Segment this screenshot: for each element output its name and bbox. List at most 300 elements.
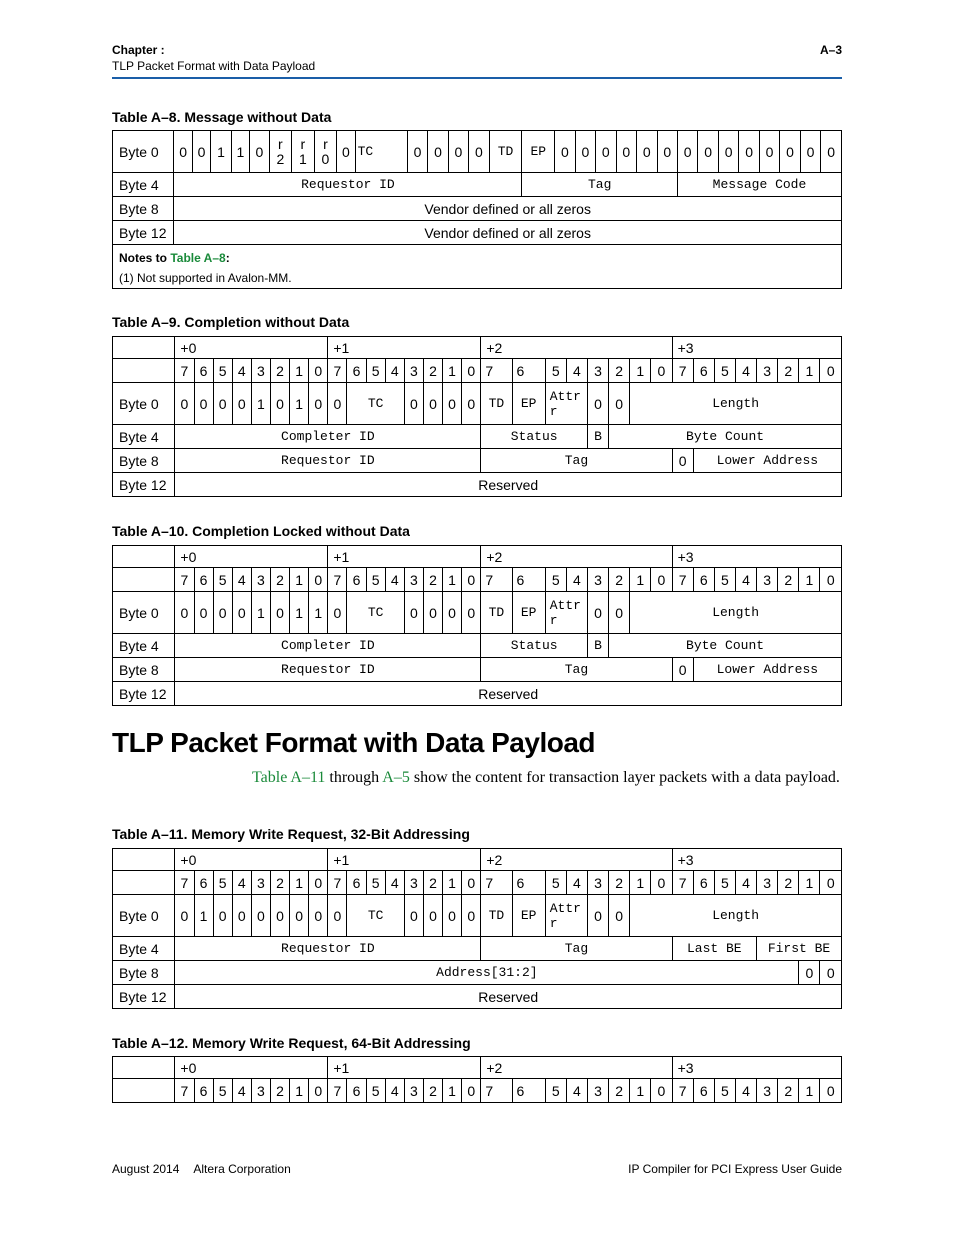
reserved-field: Reserved (175, 985, 842, 1009)
corner-cell (113, 1079, 175, 1103)
row-label: Byte 4 (113, 425, 175, 449)
bit-number: 7 (175, 568, 194, 592)
b-field: B (587, 425, 608, 449)
bit-cell: 0 (270, 895, 289, 937)
tag-field: Tag (522, 173, 678, 197)
bit-number: 4 (566, 568, 587, 592)
bit-cell: 0 (448, 131, 468, 173)
bit-number: 0 (651, 568, 672, 592)
bit-number-row (113, 359, 842, 383)
table-row (113, 131, 842, 173)
offset-header: +0 (175, 337, 328, 359)
bit-number: 6 (347, 568, 366, 592)
bit-number: 4 (385, 1079, 404, 1103)
bit-number: 7 (672, 871, 693, 895)
bit-cell: 0 (213, 895, 232, 937)
bit-number: 5 (545, 568, 566, 592)
table-a12-caption: Table A–12. Memory Write Request, 64-Bit Addressing (112, 1035, 471, 1051)
tc-field: TC (347, 383, 404, 425)
bit-cell: 0 (672, 658, 693, 682)
bit-cell: 0 (174, 131, 192, 173)
table-a8 (112, 130, 842, 289)
bit-number: 3 (251, 568, 270, 592)
table-row (113, 985, 842, 1009)
bit-number: 2 (270, 871, 289, 895)
corner-cell (113, 1057, 175, 1079)
bit-number: 4 (735, 1079, 756, 1103)
bit-cell: 0 (555, 131, 575, 173)
bit-number: 1 (443, 568, 462, 592)
bit-number: 7 (672, 568, 693, 592)
bit-number: 3 (404, 359, 423, 383)
bit-cell: 0 (232, 895, 251, 937)
bit-number: 4 (232, 871, 251, 895)
attr-field: Attr r (545, 592, 587, 634)
bit-number: 4 (385, 871, 404, 895)
bit-cell: 0 (213, 383, 232, 425)
bit-cell: 0 (192, 131, 210, 173)
message-code-field: Message Code (677, 173, 841, 197)
offset-header: +1 (328, 1057, 481, 1079)
bit-number: 6 (194, 359, 213, 383)
bit-number: 2 (270, 1079, 289, 1103)
tc-field: TC (347, 592, 404, 634)
bit-number: 1 (630, 568, 651, 592)
bit-cell: 0 (290, 895, 309, 937)
table-row (113, 425, 842, 449)
bit-cell: 0 (596, 131, 616, 173)
bit-cell: 0 (404, 895, 423, 937)
b-field: B (587, 634, 608, 658)
bit-number: 3 (587, 359, 608, 383)
row-label: Byte 12 (113, 473, 175, 497)
completer-id-field: Completer ID (175, 634, 481, 658)
bit-cell: 0 (718, 131, 738, 173)
bit-number: 5 (714, 568, 735, 592)
bit-cell: 1 (290, 383, 309, 425)
offset-header: +2 (481, 546, 672, 568)
bit-number: 1 (443, 359, 462, 383)
bit-number: 4 (385, 359, 404, 383)
bit-number: 0 (309, 871, 328, 895)
bit-cell: 0 (587, 895, 608, 937)
requestor-id-field: Requestor ID (175, 658, 481, 682)
table-row (113, 937, 842, 961)
corner-cell (113, 568, 175, 592)
bit-number: 7 (481, 359, 512, 383)
offset-header: +2 (481, 1057, 672, 1079)
table-row (113, 592, 842, 634)
r-bit-cell: r 2 (269, 131, 292, 173)
offset-header: +0 (175, 1057, 328, 1079)
length-field: Length (630, 383, 842, 425)
bit-number: 1 (290, 871, 309, 895)
section-title: TLP Packet Format with Data Payload (112, 727, 596, 758)
bit-number: 3 (757, 871, 778, 895)
bit-cell: 0 (407, 131, 427, 173)
table-a10-caption: Table A–10. Completion Locked without Data (112, 523, 410, 539)
bit-cell: 0 (194, 383, 213, 425)
bit-number: 5 (545, 871, 566, 895)
bit-cell: 0 (609, 383, 630, 425)
bit-number: 3 (251, 871, 270, 895)
bit-number: 1 (799, 568, 820, 592)
bit-number: 2 (423, 871, 442, 895)
requestor-id-field: Requestor ID (175, 449, 481, 473)
ep-field: EP (512, 592, 545, 634)
bit-number: 6 (693, 359, 714, 383)
bit-cell: 0 (232, 592, 251, 634)
table-a9-caption: Table A–9. Completion without Data (112, 314, 350, 330)
bit-number: 1 (630, 359, 651, 383)
bit-cell: 0 (175, 895, 194, 937)
table-row (113, 197, 842, 221)
offset-header: +1 (328, 849, 481, 871)
row-label: Byte 0 (113, 895, 175, 937)
td-field: TD (481, 895, 512, 937)
bit-cell: 0 (469, 131, 489, 173)
bit-number: 6 (693, 568, 714, 592)
header-chapter: Chapter : (112, 43, 165, 57)
first-be-field: First BE (757, 937, 842, 961)
bit-number: 0 (309, 359, 328, 383)
bit-number: 4 (385, 568, 404, 592)
table-a9 (112, 336, 842, 497)
bit-cell: 0 (759, 131, 779, 173)
bit-cell: 0 (820, 961, 842, 985)
bit-number: 6 (512, 871, 545, 895)
table-row (113, 895, 842, 937)
bit-number: 5 (714, 359, 735, 383)
bit-number: 0 (820, 359, 842, 383)
bit-number: 5 (714, 871, 735, 895)
row-label: Byte 12 (113, 682, 175, 706)
bit-number: 7 (328, 871, 347, 895)
bit-number: 7 (672, 1079, 693, 1103)
lower-address-field: Lower Address (693, 658, 841, 682)
corner-cell (113, 546, 175, 568)
bit-cell: 0 (328, 895, 347, 937)
bit-number-row (113, 1079, 842, 1103)
table-a11-link[interactable]: Table A–11 (252, 769, 326, 786)
bit-cell: 0 (462, 895, 481, 937)
ep-field: EP (522, 131, 555, 173)
bit-cell: 0 (309, 383, 328, 425)
td-field: TD (489, 131, 522, 173)
r-bit-cell: r 0 (314, 131, 337, 173)
bit-number: 0 (462, 871, 481, 895)
bit-cell: 1 (251, 592, 270, 634)
bit-number: 0 (462, 1079, 481, 1103)
offset-header: +3 (672, 337, 841, 359)
notes-heading: Notes to Table A–8: (119, 251, 230, 265)
bit-cell: 0 (587, 592, 608, 634)
table-a11 (112, 848, 842, 1009)
bit-number: 1 (630, 871, 651, 895)
td-field: TD (481, 592, 512, 634)
status-field: Status (481, 425, 588, 449)
ep-field: EP (512, 895, 545, 937)
vendor-field: Vendor defined or all zeros (174, 197, 842, 221)
bit-cell: 0 (270, 592, 289, 634)
bit-cell: 0 (657, 131, 677, 173)
bit-cell: 0 (309, 895, 328, 937)
vendor-field: Vendor defined or all zeros (174, 221, 842, 245)
bit-number: 7 (175, 1079, 194, 1103)
bit-number: 4 (232, 568, 251, 592)
bit-number: 4 (735, 568, 756, 592)
bit-number: 4 (566, 359, 587, 383)
bit-number-row (113, 871, 842, 895)
table-row (113, 173, 842, 197)
bit-cell: 0 (251, 895, 270, 937)
byte-count-field: Byte Count (609, 425, 842, 449)
tag-field: Tag (481, 658, 672, 682)
bit-number: 3 (757, 1079, 778, 1103)
row-label: Byte 8 (113, 197, 174, 221)
last-be-field: Last BE (672, 937, 757, 961)
bit-number: 2 (423, 568, 442, 592)
corner-cell (113, 359, 175, 383)
header-rule (112, 77, 842, 79)
bit-cell: 0 (780, 131, 800, 173)
table-row (113, 961, 842, 985)
bit-cell: 0 (609, 592, 630, 634)
bit-cell: 0 (575, 131, 595, 173)
bit-cell: 0 (423, 895, 442, 937)
bit-cell: 0 (443, 895, 462, 937)
bit-cell: 0 (404, 592, 423, 634)
bit-number: 6 (512, 568, 545, 592)
bit-cell: 0 (175, 592, 194, 634)
bit-number: 3 (404, 1079, 423, 1103)
bit-number: 2 (778, 359, 799, 383)
bit-cell: 0 (672, 449, 693, 473)
offset-header: +3 (672, 849, 841, 871)
bit-number: 1 (443, 1079, 462, 1103)
bit-cell: 0 (250, 131, 269, 173)
bit-cell: 0 (404, 383, 423, 425)
bit-cell: 0 (698, 131, 718, 173)
offset-header: +0 (175, 849, 328, 871)
bit-cell: 0 (428, 131, 448, 173)
bit-cell: 0 (443, 592, 462, 634)
lower-address-field: Lower Address (693, 449, 841, 473)
bit-number: 7 (481, 871, 512, 895)
bit-cell: 0 (194, 592, 213, 634)
bit-number: 6 (194, 871, 213, 895)
bit-number: 6 (347, 1079, 366, 1103)
bit-number: 2 (609, 359, 630, 383)
offset-header: +2 (481, 337, 672, 359)
r-bit-cell: r 1 (292, 131, 315, 173)
bit-number: 6 (347, 871, 366, 895)
row-label: Byte 4 (113, 173, 174, 197)
bit-cell: 1 (231, 131, 249, 173)
table-row (113, 221, 842, 245)
row-label: Byte 8 (113, 961, 175, 985)
bit-cell: 0 (462, 592, 481, 634)
table-row (113, 634, 842, 658)
table-row (113, 682, 842, 706)
bit-number-row (113, 568, 842, 592)
bit-number: 4 (232, 1079, 251, 1103)
bit-number: 4 (566, 1079, 587, 1103)
bit-number: 5 (545, 1079, 566, 1103)
bit-number: 0 (462, 568, 481, 592)
bit-cell: 0 (423, 383, 442, 425)
bit-cell: 0 (337, 131, 355, 173)
bit-number: 7 (175, 359, 194, 383)
corner-cell (113, 849, 175, 871)
offset-header: +0 (175, 546, 328, 568)
completer-id-field: Completer ID (175, 425, 481, 449)
byte-count-field: Byte Count (609, 634, 842, 658)
table-a12 (112, 1056, 842, 1103)
reserved-field: Reserved (175, 473, 842, 497)
row-label: Byte 8 (113, 658, 175, 682)
table-a10 (112, 545, 842, 706)
address-field: Address[31:2] (175, 961, 799, 985)
corner-cell (113, 871, 175, 895)
offset-row (113, 849, 842, 871)
offset-header: +3 (672, 546, 841, 568)
bit-number: 5 (213, 568, 232, 592)
ep-field: EP (512, 383, 545, 425)
row-label: Byte 0 (113, 592, 175, 634)
table-row (113, 449, 842, 473)
bit-number: 1 (443, 871, 462, 895)
requestor-id-field: Requestor ID (174, 173, 522, 197)
bit-number: 7 (328, 568, 347, 592)
section-paragraph: Table A–11 through A–5 show the content for transaction layer packets with a data payload. (252, 769, 840, 786)
table-notes-row (113, 245, 842, 289)
bit-number: 0 (309, 1079, 328, 1103)
bit-number: 0 (462, 359, 481, 383)
bit-cell: 0 (175, 383, 194, 425)
bit-cell: 0 (821, 131, 842, 173)
bit-number: 1 (799, 1079, 820, 1103)
header-section: TLP Packet Format with Data Payload (112, 59, 316, 73)
table-notes (113, 245, 842, 289)
row-label: Byte 4 (113, 937, 175, 961)
page-number: A–3 (819, 43, 842, 57)
offset-row (113, 1057, 842, 1079)
table-a11-caption: Table A–11. Memory Write Request, 32-Bit Addressing (112, 826, 470, 842)
reserved-field: Reserved (175, 682, 842, 706)
bit-number: 0 (651, 1079, 672, 1103)
bit-number: 4 (566, 871, 587, 895)
bit-cell: 0 (800, 131, 820, 173)
bit-cell: 0 (799, 961, 820, 985)
offset-row (113, 546, 842, 568)
tc-field: TC (347, 895, 404, 937)
table-row (113, 658, 842, 682)
bit-number: 7 (481, 1079, 512, 1103)
offset-header: +1 (328, 337, 481, 359)
bit-number: 1 (630, 1079, 651, 1103)
notes-link[interactable]: Table A–8 (170, 251, 226, 265)
row-label: Byte 4 (113, 634, 175, 658)
bit-number: 3 (251, 359, 270, 383)
offset-header: +3 (672, 1057, 841, 1079)
bit-number: 3 (404, 871, 423, 895)
bit-cell: 0 (637, 131, 657, 173)
status-field: Status (481, 634, 588, 658)
footer-left: August 2014 Altera Corporation (112, 1162, 291, 1176)
bit-number: 6 (194, 1079, 213, 1103)
bit-number: 7 (481, 568, 512, 592)
tag-field: Tag (481, 937, 672, 961)
bit-number: 0 (651, 871, 672, 895)
offset-row (113, 337, 842, 359)
bit-number: 1 (799, 871, 820, 895)
bit-number: 6 (512, 1079, 545, 1103)
offset-header: +1 (328, 546, 481, 568)
row-label: Byte 0 (113, 131, 174, 173)
bit-number: 2 (778, 1079, 799, 1103)
bit-number: 6 (693, 1079, 714, 1103)
bit-number: 5 (366, 568, 385, 592)
bit-number: 6 (693, 871, 714, 895)
table-row (113, 473, 842, 497)
bit-number: 2 (270, 568, 289, 592)
bit-number: 2 (609, 871, 630, 895)
bit-number: 5 (213, 359, 232, 383)
bit-number: 5 (213, 1079, 232, 1103)
tag-field: Tag (481, 449, 672, 473)
bit-cell: 0 (232, 383, 251, 425)
bit-number: 7 (328, 1079, 347, 1103)
requestor-id-field: Requestor ID (175, 937, 481, 961)
bit-number: 1 (290, 568, 309, 592)
bit-cell: 0 (328, 383, 347, 425)
bit-number: 5 (714, 1079, 735, 1103)
bit-number: 2 (778, 871, 799, 895)
bit-number: 1 (799, 359, 820, 383)
bit-cell: 0 (739, 131, 759, 173)
length-field: Length (630, 895, 842, 937)
length-field: Length (630, 592, 842, 634)
bit-number: 4 (735, 359, 756, 383)
attr-field: Attr r (545, 895, 587, 937)
table-a8-caption: Table A–8. Message without Data (112, 109, 332, 125)
bit-cell: 1 (309, 592, 328, 634)
note-1: (1) Not supported in Avalon-MM. (119, 271, 292, 285)
bit-number: 3 (757, 359, 778, 383)
bit-cell: 0 (462, 383, 481, 425)
bit-number: 3 (587, 568, 608, 592)
bit-number: 5 (366, 359, 385, 383)
bit-number: 4 (735, 871, 756, 895)
row-label: Byte 12 (113, 221, 174, 245)
bit-cell: 1 (194, 895, 213, 937)
a5-link[interactable]: A–5 (382, 769, 410, 786)
bit-number: 7 (328, 359, 347, 383)
table-row (113, 383, 842, 425)
bit-number: 5 (545, 359, 566, 383)
bit-number: 3 (404, 568, 423, 592)
bit-number: 5 (213, 871, 232, 895)
bit-cell: 0 (328, 592, 347, 634)
bit-number: 3 (757, 568, 778, 592)
tc-field: TC (355, 131, 407, 173)
bit-number: 0 (309, 568, 328, 592)
bit-number: 3 (587, 871, 608, 895)
bit-number: 6 (512, 359, 545, 383)
offset-header: +2 (481, 849, 672, 871)
row-label: Byte 8 (113, 449, 175, 473)
